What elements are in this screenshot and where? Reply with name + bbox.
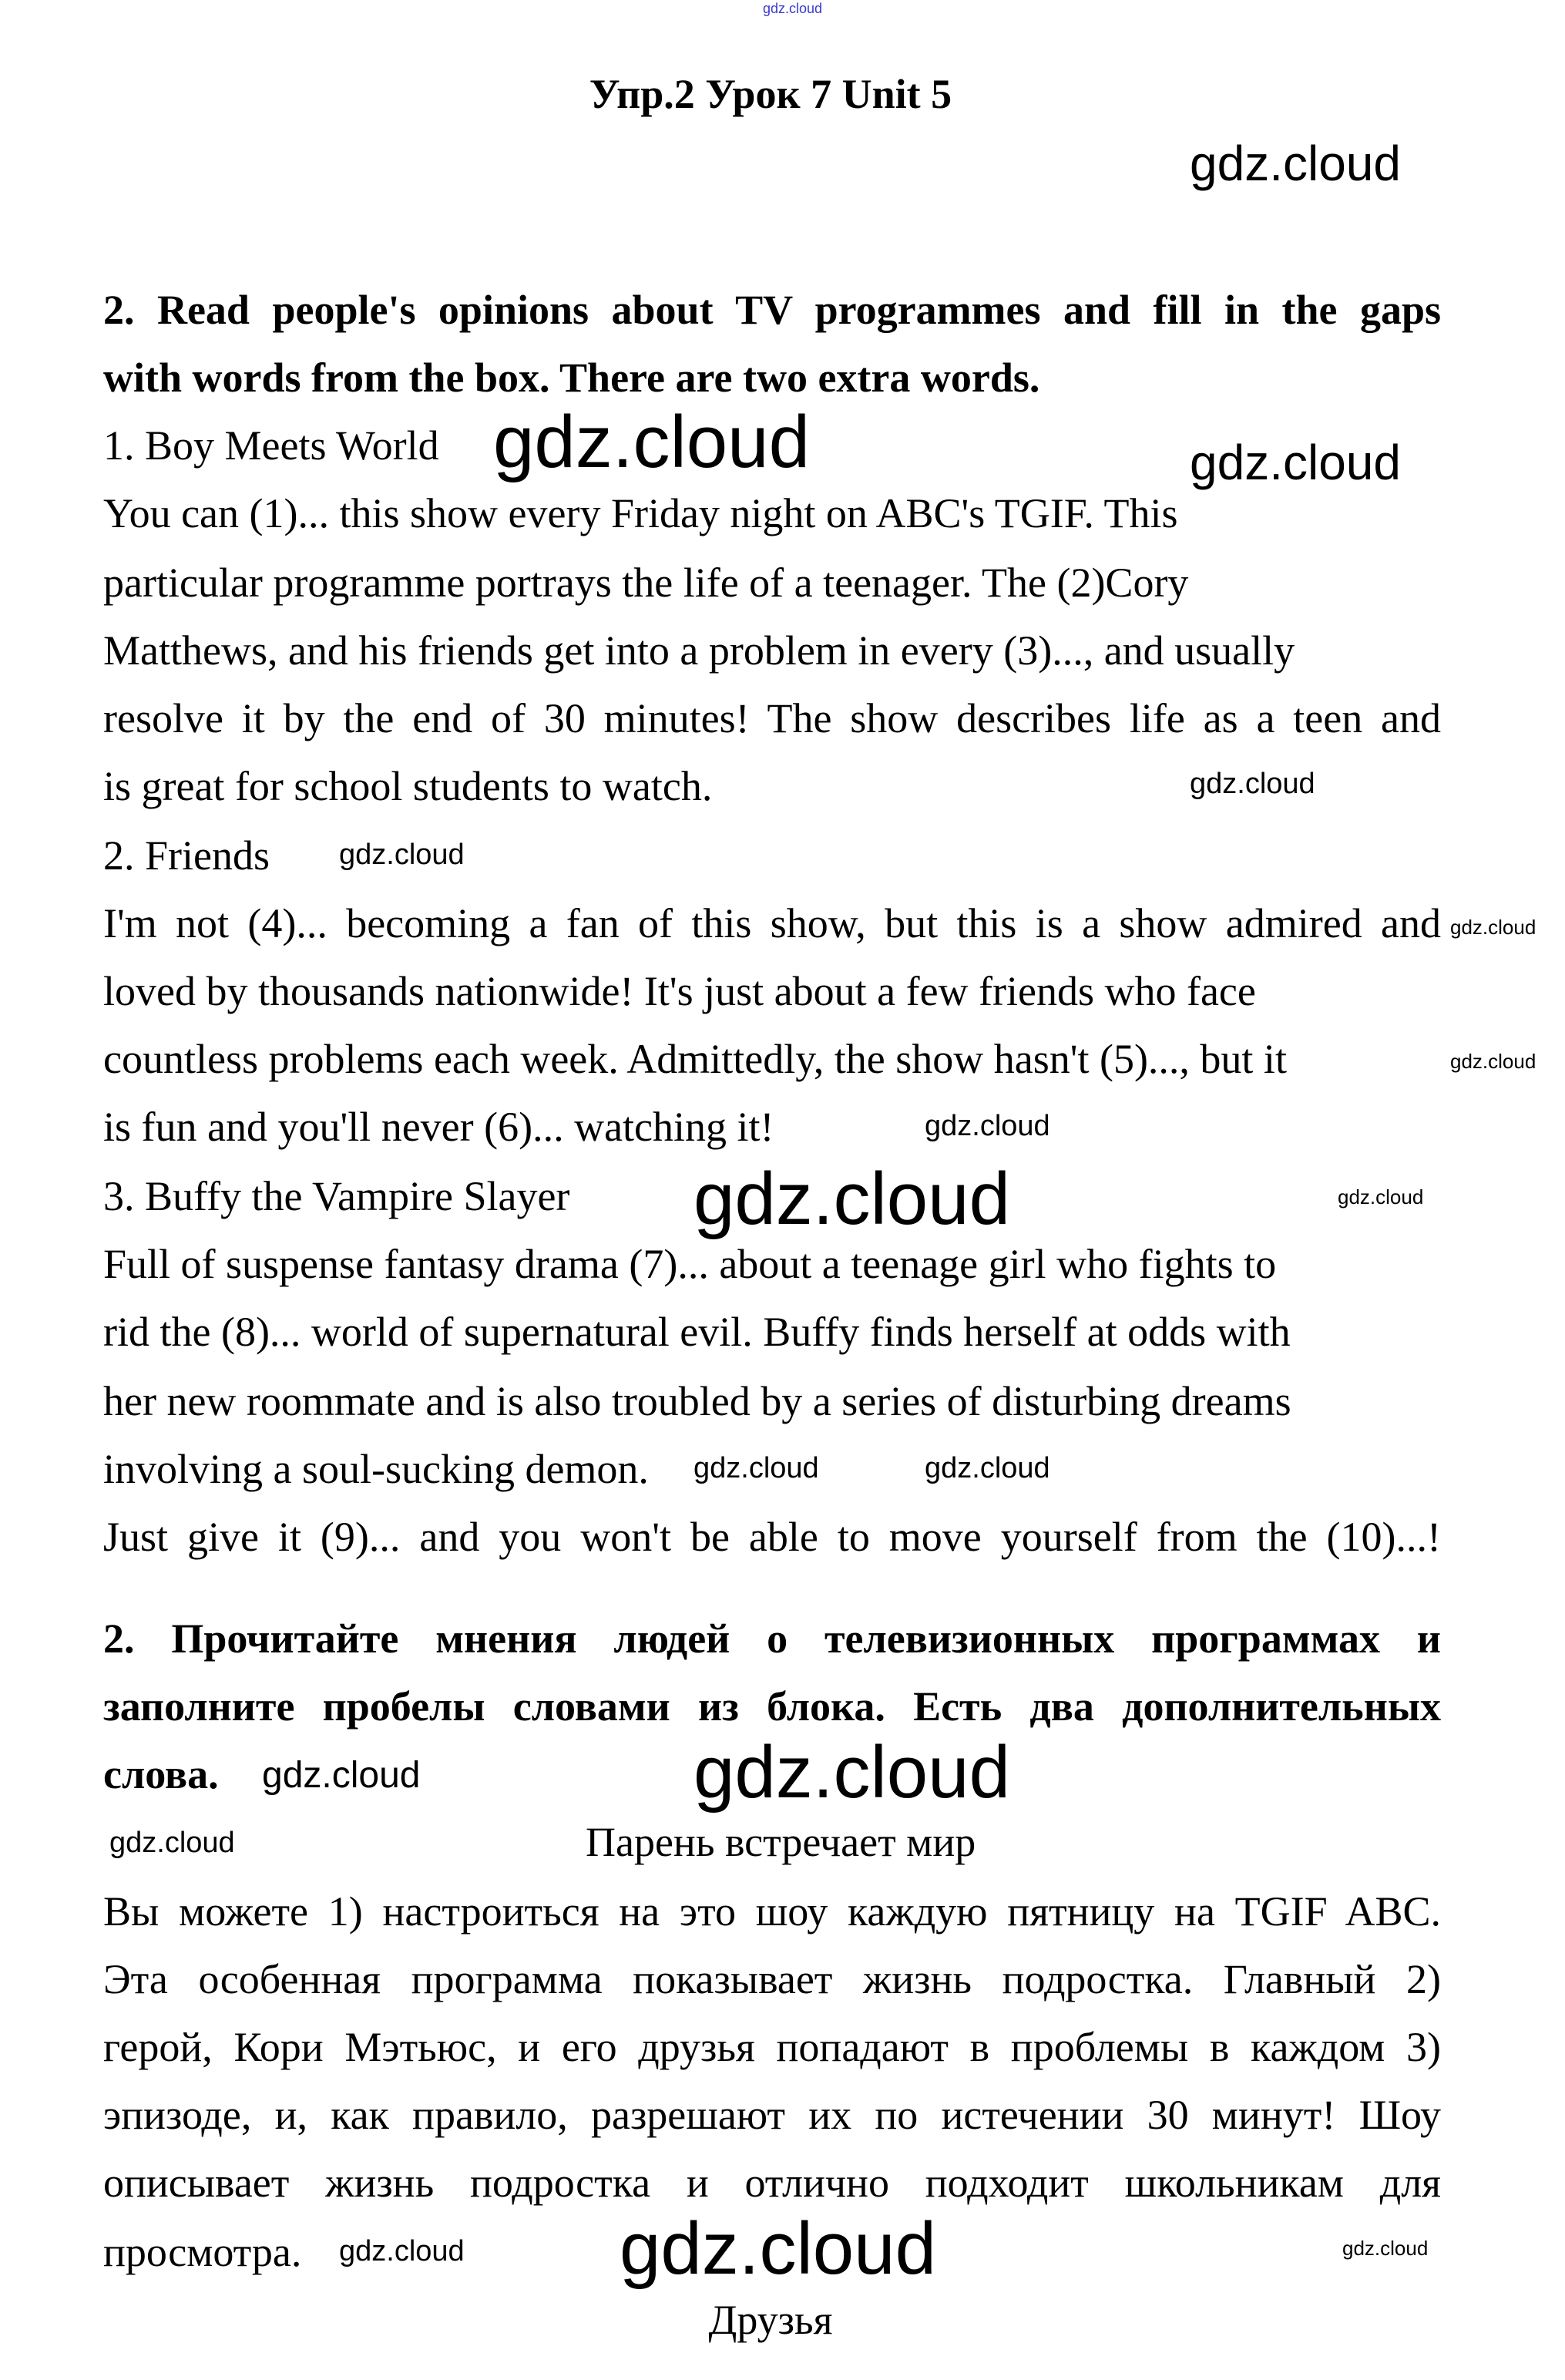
watermark: gdz.cloud (1338, 1185, 1424, 1208)
watermark: gdz.cloud (339, 839, 465, 871)
russian-heading-line: 2. Прочитайте мнения людей о телевизионных программах и (103, 1615, 1441, 1662)
text-line: is great for school students to watch. (103, 763, 713, 809)
watermark: gdz.cloud (1190, 768, 1315, 800)
section-title-ru-2: Друзья (708, 2297, 833, 2343)
text-line: resolve it by the end of 30 minutes! The show describes life as a teen and (103, 695, 1441, 741)
russian-heading-line: заполните пробелы словами из блока. Есть два дополнительных (103, 1683, 1441, 1730)
text-line: involving a soul-sucking demon. (103, 1446, 649, 1492)
text-line: her new roommate and is also troubled by a series of disturbing dreams (103, 1378, 1291, 1424)
text-line: particular programme portrays the life of a teenager. The (2)Cory (103, 560, 1189, 606)
text-line: countless problems each week. Admittedly, the show hasn't (5)..., but it (103, 1036, 1287, 1082)
watermark: gdz.cloud (694, 1731, 1010, 1814)
watermark: gdz.cloud (493, 401, 810, 483)
watermark: gdz.cloud (620, 2207, 936, 2290)
section-title-boy-meets-world: 1. Boy Meets World (103, 422, 439, 469)
watermark: gdz.cloud (694, 1452, 819, 1484)
watermark: gdz.cloud (925, 1110, 1050, 1142)
watermark: gdz.cloud (925, 1452, 1050, 1484)
watermark: gdz.cloud (1450, 916, 1536, 939)
section-title-ru-1: Парень встречает мир (586, 1819, 976, 1865)
watermark: gdz.cloud (1190, 136, 1401, 191)
text-line: просмотра. (103, 2229, 302, 2275)
english-heading-line: 2. Read people's opinions about TV programmes and fill in the gaps (103, 287, 1441, 333)
text-line: Just give it (9)... and you won't be able to move yourself from the (10)...! (103, 1514, 1441, 1560)
watermark: gdz.cloud (1450, 1050, 1536, 1073)
section-title-buffy: 3. Buffy the Vampire Slayer (103, 1173, 570, 1219)
text-line: You can (1)... this show every Friday night on ABC's TGIF. This (103, 490, 1178, 536)
watermark: gdz.cloud (1190, 435, 1401, 490)
russian-heading-line: слова. (103, 1751, 219, 1797)
text-line: Matthews, and his friends get into a problem in every (3)..., and usually (103, 627, 1295, 674)
text-line: эпизоде, и, как правило, разрешают их по истечении 30 минут! Шоу (103, 2092, 1441, 2138)
watermark: gdz.cloud (763, 1, 823, 16)
text-line: loved by thousands nationwide! It's just about a few friends who face (103, 968, 1256, 1014)
text-line: I'm not (4)... becoming a fan of this show, but this is a show admired and (103, 900, 1441, 946)
section-title-friends: 2. Friends (103, 832, 270, 879)
watermark: gdz.cloud (694, 1158, 1010, 1240)
text-line: описывает жизнь подростка и отлично подходит школьникам для (103, 2160, 1441, 2206)
text-line: is fun and you'll never (6)... watching it! (103, 1104, 774, 1150)
text-line: герой, Кори Мэтьюс, и его друзья попадают в проблемы в каждом 3) (103, 2024, 1441, 2070)
text-line: Вы можете 1) настроиться на это шоу каждую пятницу на TGIF ABC. (103, 1888, 1441, 1935)
watermark: gdz.cloud (109, 1827, 235, 1859)
watermark: gdz.cloud (339, 2235, 465, 2267)
page-title: Упр.2 Урок 7 Unit 5 (589, 71, 952, 117)
watermark: gdz.cloud (262, 1755, 421, 1796)
watermark: gdz.cloud (1342, 2237, 1429, 2260)
text-line: Full of suspense fantasy drama (7)... about a teenage girl who fights to (103, 1241, 1277, 1287)
english-heading-line: with words from the box. There are two extra words. (103, 355, 1040, 401)
text-line: rid the (8)... world of supernatural evil. Buffy finds herself at odds with (103, 1309, 1291, 1355)
text-line: Эта особенная программа показывает жизнь подростка. Главный 2) (103, 1956, 1441, 2002)
